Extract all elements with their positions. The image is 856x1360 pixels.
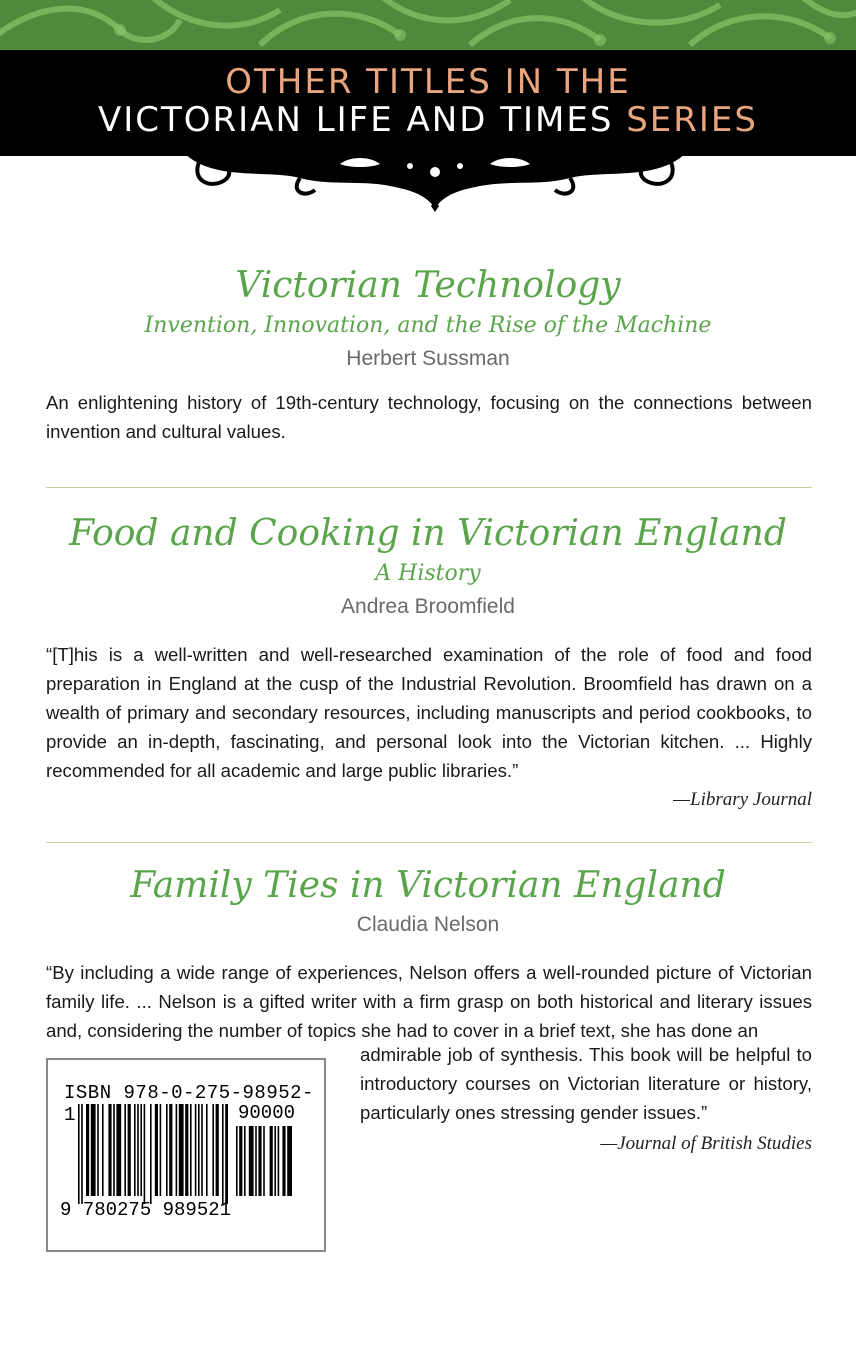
book-subtitle: Invention, Innovation, and the Rise of the Machine bbox=[144, 313, 712, 338]
book-blurb-top: “By including a wide range of experiences, Nelson offers a well-rounded picture of Victorian family life. ... Nelson is a gifted writer with a firm grasp on both historical and literary issues and, considering the number of topics she had to cover in a brief text, she has done an bbox=[46, 962, 812, 1041]
barcode-bar bbox=[282, 1126, 285, 1196]
barcode-bar bbox=[216, 1104, 219, 1196]
barcode-bar bbox=[81, 1104, 83, 1204]
barcode-bar bbox=[222, 1104, 224, 1204]
book-blurb: An enlightening history of 19th-century technology, focusing on the connections between invention and cultural values. bbox=[46, 392, 812, 442]
book-entry-family-ties bbox=[0, 866, 856, 1045]
barcode-bar bbox=[249, 1126, 254, 1196]
scroll-ornament-icon bbox=[180, 150, 690, 217]
barcode-bar bbox=[97, 1104, 99, 1196]
barcode-bar bbox=[134, 1104, 136, 1196]
barcode-bar bbox=[190, 1104, 192, 1196]
barcode-bar bbox=[86, 1104, 89, 1196]
barcode-bar bbox=[78, 1104, 80, 1204]
section-divider bbox=[46, 487, 812, 488]
barcode-bar bbox=[212, 1104, 214, 1196]
series-word: SERIES bbox=[626, 100, 758, 140]
ean-barcode-bars-icon bbox=[78, 1104, 228, 1204]
barcode-bar bbox=[270, 1126, 273, 1196]
barcode-bar bbox=[160, 1104, 162, 1196]
price-code: 90000 bbox=[238, 1102, 296, 1124]
barcode-bar bbox=[179, 1104, 184, 1196]
book-blurb: “[T]his is a well-written and well-researched examination of the role of food and food preparation in England at the cusp of the Industrial Revolution. Broomfield has drawn on a wealth of primary and secondary resources, including manuscripts and period cookbooks, to provide an in-depth, fascinating, and personal look into the Victorian kitchen. ... Highly recommended for all academic and large public libraries.” bbox=[46, 644, 812, 781]
barcode-bar bbox=[91, 1104, 96, 1196]
flourish-pattern-icon bbox=[0, 0, 856, 52]
review-attribution: —Journal of British Studies bbox=[600, 1133, 812, 1154]
barcode-bar bbox=[128, 1104, 131, 1196]
barcode-bar bbox=[169, 1104, 172, 1196]
barcode-bar bbox=[198, 1104, 200, 1196]
barcode-bar bbox=[206, 1104, 208, 1196]
book-entry-food-and-cooking bbox=[0, 514, 856, 811]
book-author: Andrea Broomfield bbox=[341, 595, 515, 618]
ean-digits: 9 780275 989521 bbox=[60, 1199, 232, 1221]
barcode-bar bbox=[274, 1126, 276, 1196]
barcode-bar bbox=[108, 1104, 111, 1196]
decorative-green-band bbox=[0, 0, 856, 52]
review-attribution: —Library Journal bbox=[673, 789, 812, 810]
barcode-bar bbox=[102, 1104, 104, 1196]
barcode-bar bbox=[144, 1104, 146, 1204]
book-subtitle: A History bbox=[375, 561, 481, 586]
barcode-bar bbox=[176, 1104, 178, 1196]
book-author: Herbert Sussman bbox=[346, 347, 510, 370]
barcode-bar bbox=[140, 1104, 142, 1196]
barcode-bar bbox=[255, 1126, 257, 1196]
barcode-bar bbox=[225, 1104, 228, 1204]
barcode-bar bbox=[137, 1104, 139, 1196]
barcode-bar bbox=[278, 1126, 280, 1196]
barcode-bar bbox=[201, 1104, 203, 1196]
series-name: VICTORIAN LIFE AND TIMES bbox=[98, 100, 614, 140]
barcode-bar bbox=[287, 1126, 292, 1196]
book-author: Claudia Nelson bbox=[356, 913, 500, 936]
series-heading-line1: OTHER TITLES IN THE bbox=[225, 62, 631, 102]
barcode-bar bbox=[236, 1126, 238, 1196]
book-title: Victorian Technology bbox=[235, 265, 621, 306]
addon-barcode-bars-icon bbox=[236, 1126, 306, 1204]
series-heading-line2 bbox=[0, 100, 856, 140]
barcode-bar bbox=[166, 1104, 168, 1196]
series-title-bar bbox=[0, 50, 856, 156]
barcode-bar bbox=[244, 1126, 246, 1196]
barcode-bar bbox=[124, 1104, 126, 1196]
book-entry-victorian-technology bbox=[0, 266, 856, 446]
isbn-barcode bbox=[46, 1058, 326, 1252]
isbn-label: ISBN 978-0-275-98952-1 bbox=[64, 1082, 314, 1126]
barcode-bar bbox=[185, 1104, 188, 1196]
book-title: Food and Cooking in Victorian England bbox=[69, 513, 787, 554]
barcode-bar bbox=[258, 1126, 261, 1196]
section-divider bbox=[46, 842, 812, 843]
barcode-bar bbox=[263, 1126, 265, 1196]
barcode-bar bbox=[195, 1104, 197, 1196]
barcode-bar bbox=[116, 1104, 121, 1196]
barcode-bar bbox=[150, 1104, 152, 1204]
book-blurb-continued: admirable job of synthesis. This book will be helpful to introductory courses on Victorian literature or history, particularly ones stressing gender issues.” bbox=[360, 1044, 812, 1123]
barcode-bar bbox=[155, 1104, 158, 1196]
barcode-bar bbox=[239, 1126, 242, 1196]
book-title: Family Ties in Victorian England bbox=[130, 865, 726, 906]
barcode-bar bbox=[113, 1104, 115, 1196]
book-blurb-bottom bbox=[360, 1040, 812, 1158]
